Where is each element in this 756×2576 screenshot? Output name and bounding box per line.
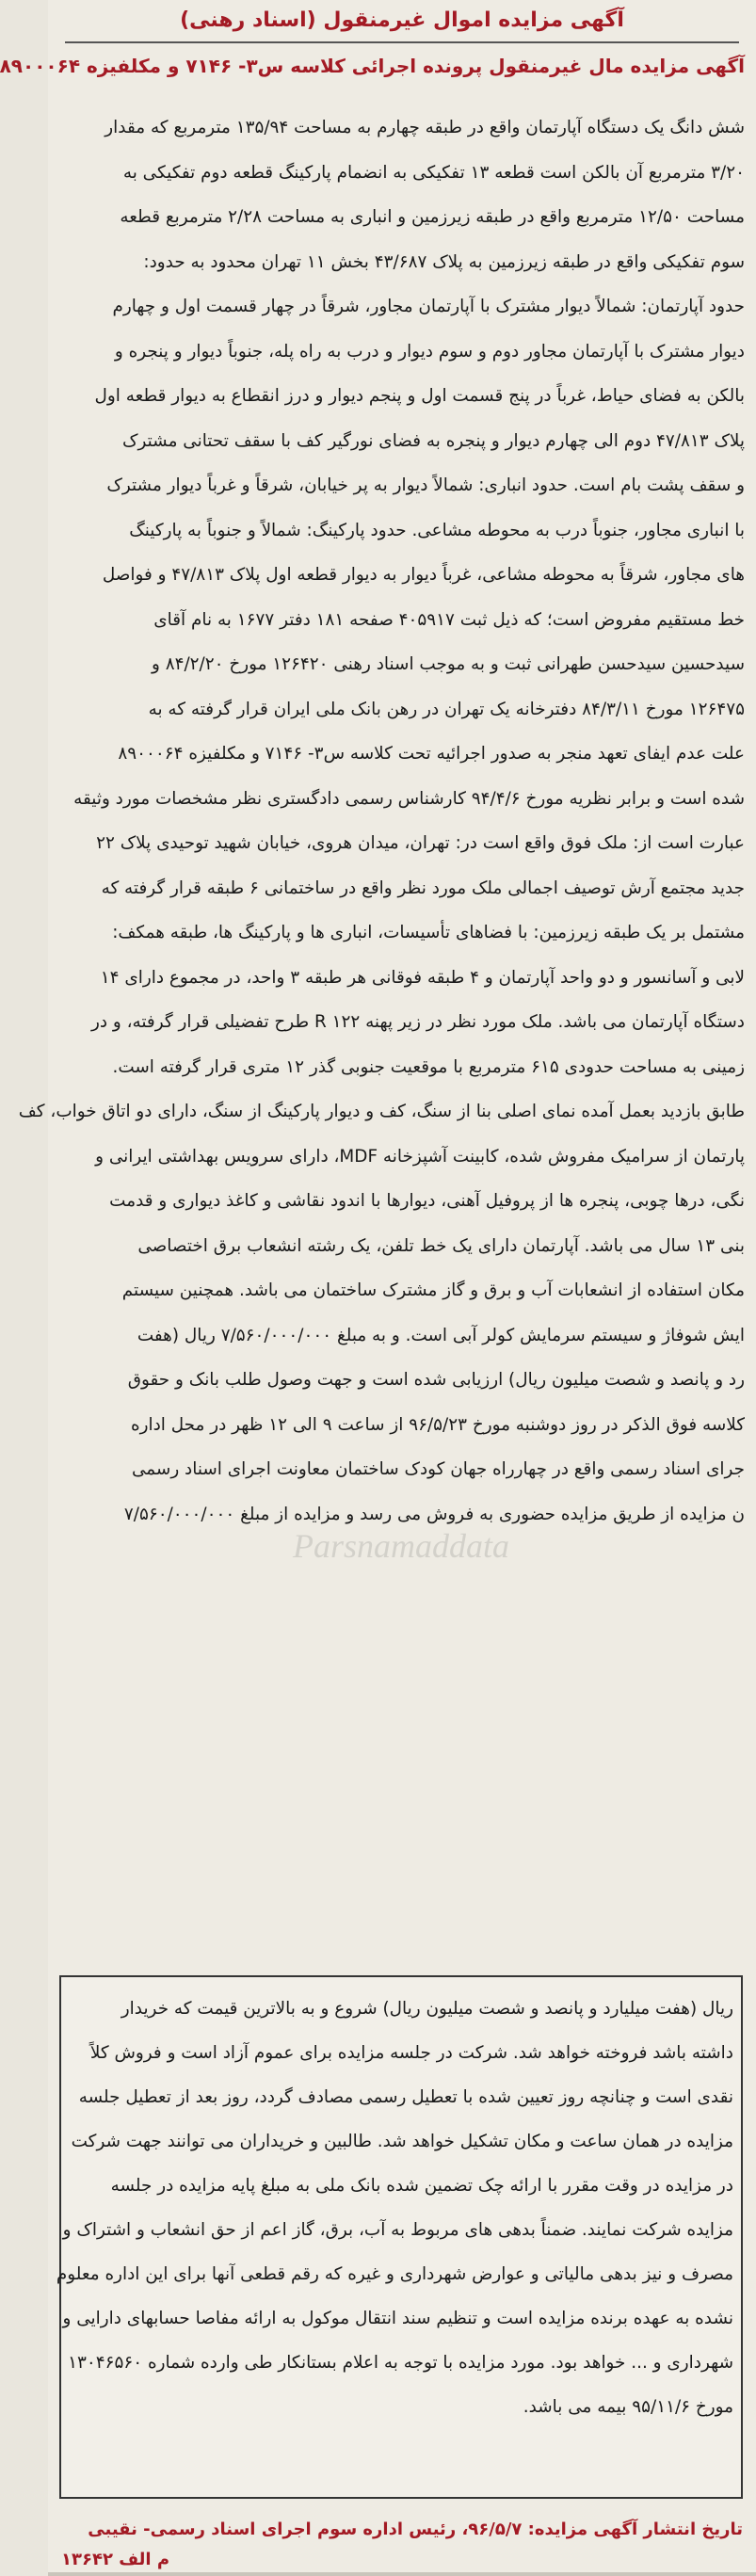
conditions-line: مصرف و نیز بدهی مالیاتی و عوارض شهرداری و غیره که رقم قطعی آنها برای این اداره معلوم [56, 2264, 733, 2284]
watermark-text: Parsnamaddata [292, 1527, 510, 1565]
notice-line: جرای اسناد رسمی واقع در چهارراه جهان کودک ساختمان معاونت اجرای اسناد رسمی [131, 1459, 745, 1479]
conditions-line: مزایده شرکت نمایند. ضمناً بدهی های مربوط به آب، برق، گاز اعم از حق انشعاب و اشتراک و [62, 2220, 733, 2240]
notice-line: خط مستقیم مفروض است؛ که ذیل ثبت ۴۰۵۹۱۷ صفحه ۱۸۱ دفتر ۱۶۷۷ به نام آقای [153, 609, 745, 630]
notice-line: پارتمان از سرامیک مفروش شده، کابینت آشپزخانه MDF، دارای سرویس بهداشتی ایرانی و [95, 1146, 745, 1167]
conditions-line: ریال (هفت میلیارد و پانصد و شصت میلیون ریال) شروع و به بالاترین قیمت که خریدار [121, 1999, 733, 2019]
notice-line: بالکن به فضای حیاط، غرباً در پنج قسمت اول و پنجم دیوار و درز انقطاع به دیوار قطعه اول [94, 386, 745, 406]
bottom-edge [48, 2572, 756, 2576]
notice-line: حدود آپارتمان: شمالاً دیوار مشترک با آپارتمان مجاور، شرقاً در چهار قسمت اول و چهارم [112, 297, 745, 316]
notice-line: نگی، درها چوبی، پنجره ها از پروفیل آهنی، دیوارها با اندود نقاشی و کاغذ دیواری و قدمت [109, 1191, 745, 1211]
notice-line: سیدحسین سیدحسن طهرانی ثبت و به موجب اسناد رهنی ۱۲۶۴۲۰ مورخ ۸۴/۲/۲۰ و [151, 654, 745, 674]
notice-line: دیوار مشترک با آپارتمان مجاور دوم و سوم دیوار و درب به راه پله، جنوباً دیوار و پنجره و [114, 341, 745, 362]
notice-line: پلاک ۴۷/۸۱۳ دوم الی چهارم دیوار و پنجره به فضای نورگیر کف با سقف تحتانی مشترک [122, 430, 745, 451]
notice-line: مکان استفاده از انشعابات آب و برق و گاز مشترک ساختمان می باشد. همچنین سیستم [121, 1280, 745, 1300]
notice-conditions [56, 1987, 733, 2429]
notice-line: های مجاور، شرقاً به محوطه مشاعی، غرباً دیوار به دیوار قطعه اول پلاک ۴۷/۸۱۳ و فواصل [102, 565, 745, 585]
watermark-logo [246, 1518, 556, 1584]
notice-line: دستگاه آپارتمان می باشد. ملک مورد نظر در زیر پهنه ۱۲۲ R طرح تفضیلی قرار گرفته، و در [90, 1012, 745, 1032]
conditions-line: داشته باشد فروخته خواهد شد. شرکت در جلسه مزایده برای عموم آزاد است و فروش کلاً [89, 2043, 733, 2063]
conditions-line: نقدی است و چنانچه روز تعیین شده با تعطیل رسمی مصادف گردد، روز بعد از تعطیل جلسه [78, 2087, 733, 2107]
notice-line: شده است و برابر نظریه مورخ ۹۴/۴/۶ کارشناس رسمی دادگستری نظر مشخصات مورد وثیقه [73, 788, 745, 809]
notice-line: زمینی به مساحت حدودی ۶۱۵ مترمربع با موقعیت جنوبی گذر ۱۲ متری قرار گرفته است. [112, 1056, 745, 1077]
notice-line: شش دانگ یک دستگاه آپارتمان واقع در طبقه چهارم به مساحت ۱۳۵/۹۴ مترمربع که مقدار [105, 118, 745, 137]
conditions-line: در مزایده در وقت مقرر با ارائه چک تضمین شده بانک ملی به مبلغ پایه مزایده در جلسه [110, 2176, 733, 2196]
notice-body [18, 105, 745, 1537]
notice-line: جدید مجتمع آرش توصیف اجمالی ملک مورد نظر واقع در ساختمانی ۶ طبقه قرار گرفته که [101, 877, 745, 898]
conditions-line: نشده به عهده برنده مزایده است و تنظیم سند انتقال موکول به ارائه مفاصا حسابهای دارایی و [62, 2309, 733, 2328]
auction-subtitle: آگهی مزایده مال غیرمنقول پرونده اجرائی کلاسه س۳- ۷۱۴۶ و مکلفیزه ۸۹۰۰۰۶۴ [0, 55, 745, 77]
notice-line: ایش شوفاژ و سیستم سرمایش کولر آبی است. و به مبلغ ۷/۵۶۰/۰۰۰/۰۰۰ ریال (هفت [137, 1325, 745, 1345]
notice-line: با انباری مجاور، جنوباً درب به محوطه مشاعی. حدود پارکینگ: شمالاً و جنوباً به پارکینگ [129, 520, 745, 540]
conditions-line: مزایده در همان ساعت و مکان تشکیل خواهد شد. طالبین و خریداران می توانند جهت شرکت [71, 2132, 733, 2151]
notice-line: سوم تفکیکی واقع در طبقه زیرزمین به پلاک ۴۳/۶۸۷ بخش ۱۱ تهران محدود به حدود: [143, 251, 745, 272]
auction-title: آگهی مزایده اموال غیرمنقول (اسناد رهنی) [180, 8, 624, 32]
notice-line: کلاسه فوق الذکر در روز دوشنبه مورخ ۹۶/۵/۲۳ از ساعت ۹ الی ۱۲ ظهر در محل اداره [130, 1414, 745, 1435]
notice-line: طابق بازدید بعمل آمده نمای اصلی بنا از سنگ، کف و دیوار پارکینگ از سنگ، دارای دو اتاق خواب، کف [18, 1102, 745, 1121]
title-divider [65, 41, 739, 43]
notice-line: علت عدم ایفای تعهد منجر به صدور اجرائیه تحت کلاسه س۳- ۷۱۴۶ و مکلفیزه ۸۹۰۰۰۶۴ [118, 744, 745, 764]
notice-line: ن مزایده از طریق مزایده حضوری به فروش می رسد و مزایده از مبلغ ۷/۵۶۰/۰۰۰/۰۰۰ [123, 1504, 745, 1524]
notice-line: و سقف پشت بام است. حدود انباری: شمالاً دیوار به پر خیابان، شرقاً و غرباً دیوار مشترک [106, 475, 745, 495]
reference-code: م الف ۱۳۶۴۲ [61, 2550, 170, 2569]
conditions-line: مورخ ۹۵/۱۱/۶ بیمه می باشد. [523, 2397, 733, 2417]
notice-line: بنی ۱۳ سال می باشد. آپارتمان دارای یک خط تلفن، یک رشته انشعاب برق اختصاصی [137, 1235, 745, 1256]
notice-line: رد و پانصد و شصت میلیون ریال) ارزیابی شده است و جهت وصول طلب بانک و حقوق [127, 1370, 745, 1390]
notice-line: مشتمل بر یک طبقه زیرزمین: با فضاهای تأسیسات، انباری ها و پارکینگ ها، طبقه همکف: [112, 923, 745, 942]
notice-line: ۱۲۶۴۷۵ مورخ ۸۴/۳/۱۱ دفترخانه یک تهران در رهن بانک ملی ایران قرار گرفته که به [148, 699, 745, 719]
publication-date: تاریخ انتشار آگهی مزایده: ۹۶/۵/۷، رئیس اداره سوم اجرای اسناد رسمی- نقیبی [88, 2520, 743, 2539]
notice-line: عبارت است از: ملک فوق واقع است در: تهران، میدان هروی، خیابان شهید توحیدی پلاک ۲۲ [96, 833, 745, 853]
notice-line: لابی و آسانسور و دو واحد آپارتمان و ۴ طبقه فوقانی هر طبقه ۳ واحد، در مجموع دارای ۱۴ [100, 967, 745, 988]
conditions-line: شهرداری و ... خواهد بود. مورد مزایده با توجه به اعلام بستانکار طی وارده شماره ۱۳۰۴۶۵۶۰ [68, 2353, 733, 2373]
notice-line: ۳/۲۰ مترمربع آن بالکن است قطعه ۱۳ تفکیکی به انضمام پارکینگ قطعه دوم تفکیکی به [122, 162, 745, 183]
notice-line: مساحت ۱۲/۵۰ مترمربع واقع در طبقه زیرزمین و انباری به مساحت ۲/۲۸ مترمربع قطعه [120, 207, 745, 227]
